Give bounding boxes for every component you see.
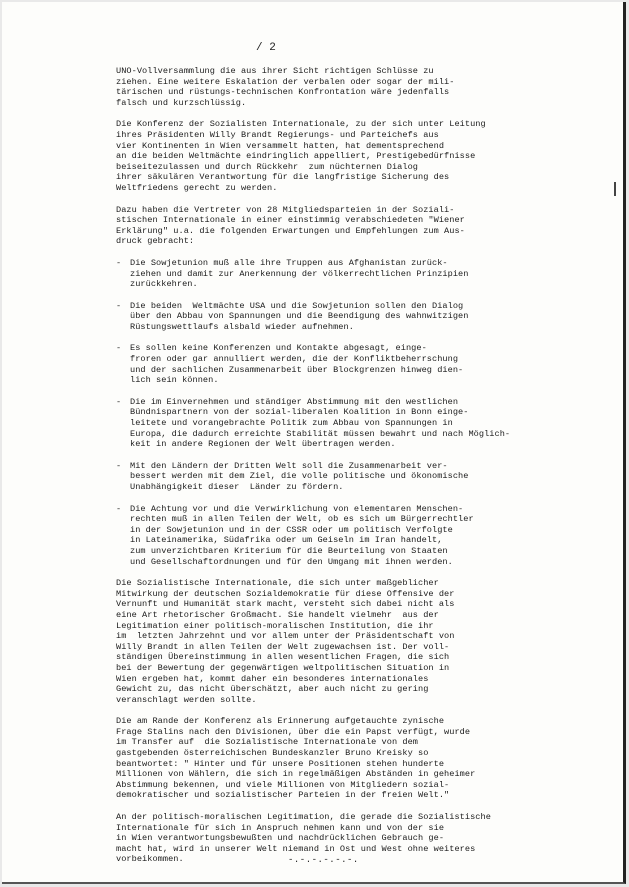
- text-line: im Transfer auf die Sozialistische Internationale von dem: [116, 737, 419, 748]
- text-line: Vernunft und Humanität stark macht, versteht sich dabei nicht als: [116, 599, 455, 610]
- text-line: macht hat, wird in unserer Welt niemand in Ost und West ohne weiteres: [116, 843, 476, 854]
- text-line: ihrer säkulären Verantwortung für die langfristige Sicherung des: [116, 172, 450, 183]
- text-line: Dazu haben die Vertreter von 28 Mitgliedsparteien in der Soziali-: [116, 204, 455, 215]
- text-line: Internationale für sich in Anspruch nehmen kann und von der sie: [116, 822, 445, 833]
- bullet-item: [116, 343, 556, 385]
- text-line: Millionen von Wählern, die sich in regelmäßigen Abständen in geheimer: [116, 769, 476, 780]
- text-line: Abstimmung bekennen, und viele Millionen von Mitgliedern sozial-: [116, 779, 450, 790]
- page-number: / 2: [256, 42, 276, 54]
- scan-mark: [614, 182, 616, 196]
- text-line: ihres Präsidenten Willy Brandt Regierungs- und Parteichefs aus: [116, 129, 439, 140]
- paragraph: [116, 119, 556, 193]
- text-line: zurückkehren.: [130, 279, 198, 290]
- text-line: veranschlagt werden sollte.: [116, 694, 257, 705]
- bullet-list: [116, 258, 556, 567]
- bullet-item: [116, 461, 556, 493]
- bullet-dash: -: [116, 503, 122, 514]
- text-line: ziehen und damit zur Anerkennung der völkerrechtlichen Prinzipien: [130, 268, 469, 279]
- text-line: Es sollen keine Konferenzen und Kontakte abgesagt, einge-: [130, 343, 427, 354]
- text-line: bei der Bewertung der gegenwärtigen weltpolitischen Situation in: [116, 662, 450, 673]
- text-line: Die beiden Weltmächte USA und die Sowjetunion sollen den Dialog: [130, 300, 464, 311]
- text-line: bessert werden mit dem Ziel, die volle politische und ökonomische: [130, 471, 469, 482]
- text-line: beiseitezulassen und durch Rückkehr zum nüchternen Dialog: [116, 161, 419, 172]
- text-line: in Wien verantwortungsbewußten und nachdrücklichen Gebrauch ge-: [116, 833, 445, 844]
- bullet-item: [116, 504, 556, 568]
- paragraph: [116, 716, 556, 801]
- text-line: im letzten Jahrzehnt und vor allem unter der Präsidentschaft von: [116, 631, 455, 642]
- text-line: Die im Einvernehmen und ständiger Abstimmung mit den westlichen: [130, 396, 459, 407]
- bullet-item: [116, 301, 556, 333]
- text-line: Unabhängigkeit dieser Länder zu fördern.: [130, 482, 344, 492]
- text-line: Bündnispartnern von der sozial-liberalen Koalition in Bonn einge-: [130, 407, 469, 418]
- text-line: Die Achtung vor und die Verwirklichung von elementaren Menschen-: [130, 503, 464, 514]
- bullet-dash: -: [116, 343, 122, 354]
- text-line: Willy Brandt in allen Teilen der Welt zugewachsen ist. Der voll-: [116, 641, 450, 652]
- text-line: Frage Stalins nach den Divisionen, über die ein Papst verfügt, wurde: [116, 726, 471, 737]
- text-line: zum unverzichtbaren Kriterium für die Beurteilung von Staaten: [130, 545, 448, 556]
- text-line: Mit den Ländern der Dritten Welt soll die Zusammenarbeit ver-: [130, 460, 448, 471]
- text-line: An der politisch-moralischen Legitimation, die gerade die Sozialistische: [116, 812, 491, 823]
- text-line: ständigen Übereinstimmung in allen wesentlichen Fragen, die sich: [116, 652, 450, 663]
- text-line: demokratischer und sozialistischer Parteien in der freien Welt.": [116, 790, 450, 801]
- text-line: Die Sozialistische Internationale, die sich unter maßgeblicher: [116, 578, 439, 589]
- bullet-item: [116, 258, 556, 290]
- text-line: vorbeikommen.: [116, 854, 184, 865]
- text-line: in Lateinamerika, Südafrika oder um Geiseln im Iran handelt,: [130, 535, 443, 546]
- text-line: Erklärung" u.a. die folgenden Erwartungen und Empfehlungen zum Aus-: [116, 225, 465, 236]
- bullet-dash: -: [116, 257, 122, 268]
- text-line: Die Konferenz der Sozialisten Internationale, zu der sich unter Leitung: [116, 119, 486, 130]
- end-mark: -.-.-.-.-.-.: [288, 855, 359, 865]
- text-line: an die beiden Weltmächte eindringlich appelliert, Prestigebedürfnisse: [116, 151, 476, 162]
- text-line: ziehen. Eine weitere Eskalation der verbalen oder sogar der mili-: [116, 76, 455, 87]
- text-line: stischen Internationale in einer einstimmig verabschiedeten "Wiener: [116, 215, 465, 226]
- text-line: über den Abbau von Spannungen und die Beendigung des wahnwitzigen: [130, 311, 469, 322]
- text-line: lich sein können.: [130, 375, 219, 386]
- text-line: Legitimation einer politisch-moralischen Institution, die ihr: [116, 620, 434, 631]
- text-line: leitete und vorangebrachte Politik zum Abbau von Spannungen in: [130, 418, 453, 429]
- text-line: froren oder gar annulliert werden, die der Konfliktbeherrschung: [130, 354, 459, 365]
- bullet-dash: -: [116, 460, 122, 471]
- text-line: Gewicht zu, das nicht überschätzt, aber auch nicht zu gering: [116, 684, 429, 695]
- text-line: und der sachlichen Zusammenarbeit über Blockgrenzen hinweg dien-: [130, 364, 464, 375]
- document-page: [2, 2, 626, 884]
- text-line: eine Art rhetorischer Großmacht. Sie handelt vielmehr aus der: [116, 609, 439, 620]
- bullet-dash: -: [116, 300, 122, 311]
- paragraphs-bottom: [116, 578, 556, 865]
- body-text: [116, 66, 556, 876]
- text-line: in der Sowjetunion und in der CSSR oder um politisch Verfolgte: [130, 524, 453, 535]
- text-line: Die Sowjetunion muß alle ihre Truppen aus Afghanistan zurück-: [130, 257, 448, 268]
- text-line: rechten muß in allen Teilen der Welt, ob es sich um Bürgerrechtler: [130, 514, 474, 525]
- text-line: beantwortet: " Hinter und für unsere Positionen stehen hunderte: [116, 758, 445, 769]
- paragraph: [116, 578, 556, 705]
- bullet-dash: -: [116, 396, 122, 407]
- text-line: druck gebracht:: [116, 236, 195, 247]
- text-line: Weltfriedens gerecht zu werden.: [116, 182, 278, 193]
- text-line: Rüstungswettlaufs alsbald wieder aufnehmen.: [130, 321, 354, 332]
- paragraph: [116, 205, 556, 247]
- text-line: Wien ergeben hat, kommt daher ein besonderes internationales: [116, 673, 429, 684]
- text-line: Mitwirkung der deutschen Sozialdemokratie für diese Offensive der: [116, 588, 455, 599]
- bullet-item: [116, 397, 556, 450]
- paragraphs-top: [116, 66, 556, 247]
- text-line: vier Kontinenten in Wien versammelt hatten, hat dementsprechend: [116, 140, 445, 151]
- text-line: tärischen und rüstungs-technischen Konfrontation wäre jedenfalls: [116, 87, 450, 98]
- text-line: Die am Rande der Konferenz als Erinnerung aufgetauchte zynische: [116, 716, 445, 727]
- text-line: keit in andere Regionen der Welt übertragen werden.: [130, 439, 396, 450]
- text-line: gastgebenden österreichischen Bundeskanzler Bruno Kreisky so: [116, 748, 429, 759]
- text-line: Europa, die dadurch erreichte Stabilität müssen bewahrt und nach Möglich-: [130, 428, 511, 439]
- text-line: und Gesellschaftordnungen und für den Umgang mit ihnen werden.: [130, 556, 453, 567]
- paragraph: [116, 66, 556, 108]
- text-line: UNO-Vollversammlung die aus ihrer Sicht richtigen Schlüsse zu: [116, 66, 434, 76]
- text-line: falsch und kurzschlüssig.: [116, 97, 247, 108]
